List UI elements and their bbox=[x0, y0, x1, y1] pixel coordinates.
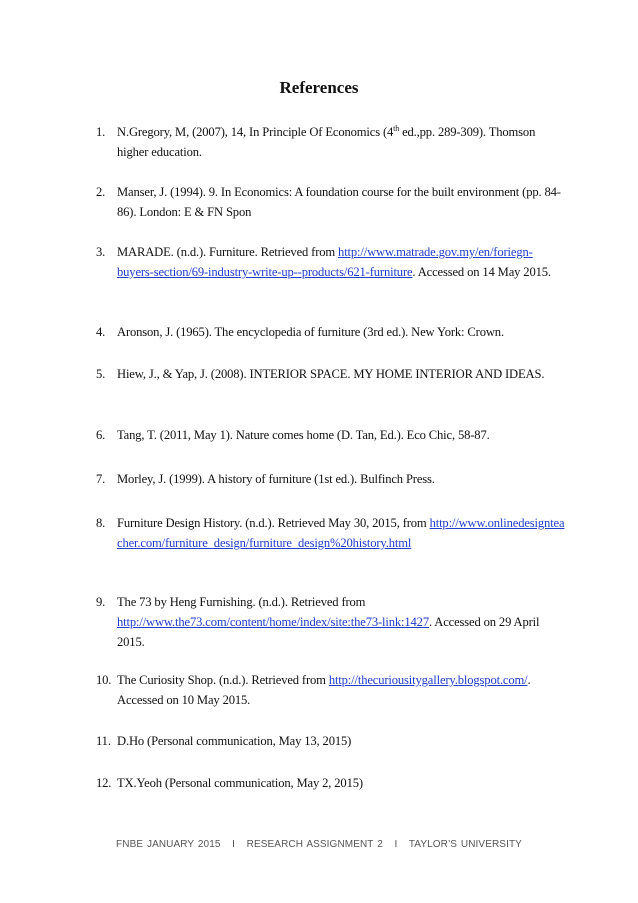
reference-text: D.Ho (Personal communication, May 13, 2015) bbox=[117, 734, 352, 748]
reference-text: Manser, J. (1994). 9. In Economics: A foundation course for the built environment (pp. 84-86). London: E & FN Spon bbox=[117, 185, 561, 219]
reference-text-part: N.Gregory, M, (2007), 14, In Principle Of Economics (4 bbox=[117, 125, 394, 139]
reference-text bbox=[117, 122, 566, 162]
reference-text: TX.Yeoh (Personal communication, May 2, 2015) bbox=[117, 776, 363, 790]
reference-text-part: ed.,pp. 289-309). Thomson higher education. bbox=[117, 125, 536, 159]
reference-link[interactable]: http://www.matrade.gov.my/en/foriegn-buyers-section/69-industry-write-up--products/621-furniture bbox=[117, 245, 533, 279]
reference-text-part: . Accessed on 14 May 2015. bbox=[412, 265, 551, 279]
reference-number: 5. bbox=[96, 367, 106, 381]
page-title: References bbox=[279, 78, 359, 97]
reference-item bbox=[96, 364, 566, 384]
reference-text-part: . Accessed on 29 April 2015. bbox=[117, 615, 540, 649]
reference-text bbox=[117, 670, 566, 710]
reference-text: Tang, T. (2011, May 1). Nature comes home (D. Tan, Ed.). Eco Chic, 58-87. bbox=[117, 428, 490, 442]
reference-link[interactable]: http://www.the73.com/content/home/index/site:the73-link:1427 bbox=[117, 615, 429, 629]
reference-link[interactable]: http://www.onlinedesignteacher.com/furniture_design/furniture_design%20history.html bbox=[117, 516, 565, 550]
reference-item bbox=[96, 731, 566, 751]
reference-number: 11. bbox=[96, 734, 111, 748]
reference-number: 7. bbox=[96, 472, 106, 486]
reference-number: 2. bbox=[96, 185, 106, 199]
reference-number: 4. bbox=[96, 325, 106, 339]
reference-number: 1. bbox=[96, 125, 106, 139]
reference-text bbox=[117, 592, 566, 652]
reference-text: Hiew, J., & Yap, J. (2008). INTERIOR SPACE. MY HOME INTERIOR AND IDEAS. bbox=[117, 367, 545, 381]
reference-number: 10. bbox=[96, 673, 112, 687]
superscript: th bbox=[393, 123, 400, 133]
reference-number: 9. bbox=[96, 595, 106, 609]
reference-item bbox=[96, 513, 566, 553]
reference-text-part: Furniture Design History. (n.d.). Retrieved May 30, 2015, from bbox=[117, 516, 430, 530]
reference-item bbox=[96, 122, 566, 162]
reference-item bbox=[96, 182, 566, 222]
reference-number: 12. bbox=[96, 776, 112, 790]
reference-item bbox=[96, 670, 566, 710]
reference-text bbox=[117, 242, 566, 282]
reference-number: 6. bbox=[96, 428, 106, 442]
reference-item bbox=[96, 322, 566, 342]
reference-item bbox=[96, 469, 566, 489]
reference-text-part: The Curiosity Shop. (n.d.). Retrieved from bbox=[117, 673, 329, 687]
reference-text-part: MARADE. (n.d.). Furniture. Retrieved from bbox=[117, 245, 339, 259]
reference-item bbox=[96, 773, 566, 793]
reference-item bbox=[96, 592, 566, 652]
reference-text bbox=[117, 513, 566, 553]
reference-number: 3. bbox=[96, 245, 106, 259]
reference-text-part: The 73 by Heng Furnishing. (n.d.). Retrieved from bbox=[117, 595, 366, 609]
reference-number: 8. bbox=[96, 516, 106, 530]
reference-text: Aronson, J. (1965). The encyclopedia of furniture (3rd ed.). New York: Crown. bbox=[117, 325, 504, 339]
reference-item bbox=[96, 242, 566, 282]
reference-link[interactable]: http://thecuriousitygallery.blogspot.com/ bbox=[328, 673, 528, 687]
reference-text: Morley, J. (1999). A history of furniture (1st ed.). Bulfinch Press. bbox=[117, 472, 435, 486]
reference-text-part: . Accessed on 10 May 2015. bbox=[117, 673, 531, 707]
page-footer: FNBE JANUARY 2015 I RESEARCH ASSIGNMENT 2 I TAYLOR’S UNIVERSITY bbox=[116, 839, 522, 850]
reference-item bbox=[96, 425, 566, 445]
